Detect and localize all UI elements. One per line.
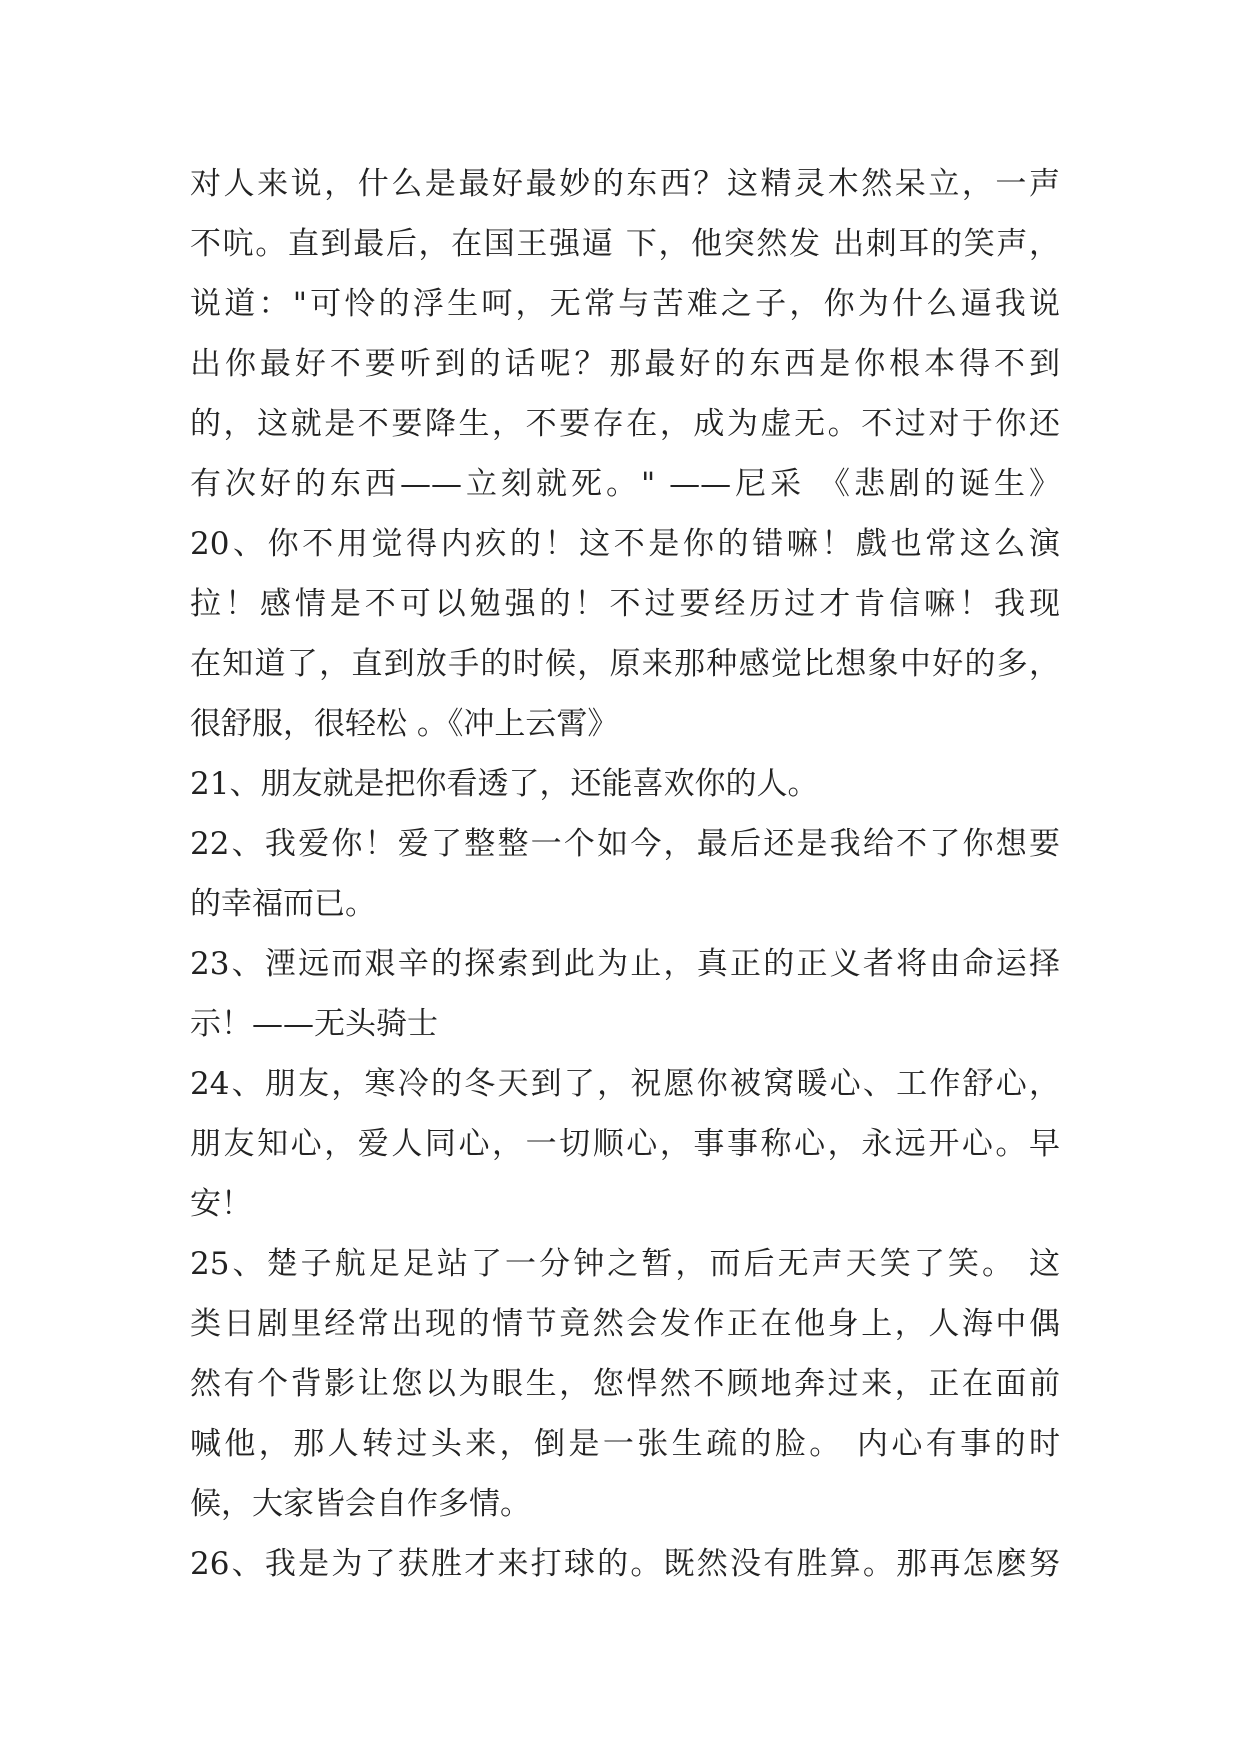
text-line: 不吭。直到最后，在国王强逼 下，他突然发 出刺耳的笑声， xyxy=(190,226,1060,262)
text-line: 的，这就是不要降生，不要存在，成为虚无。不过对于你还 xyxy=(190,406,1060,442)
text-line: 安！ xyxy=(190,1186,252,1222)
text-line: 出你最好不要听到的话呢？那最好的东西是你根本得不到 xyxy=(190,346,1060,382)
text-line: 说道："可怜的浮生呵，无常与苦难之子，你为什么逼我说 xyxy=(190,286,1060,322)
text-line: 示！——无头骑士 xyxy=(190,1006,438,1042)
text-line: 拉！感情是不可以勉强的！不过要经历过才肯信嘛！我现 xyxy=(190,586,1060,622)
text-line: 有次好的东西——立刻就死。" ——尼采 《悲剧的诞生》 xyxy=(190,466,1060,502)
list-item-23-line-1: 23、湮远而艰辛的探索到此为止，真正的正义者将由命运择 xyxy=(190,946,1060,982)
text-line: 在知道了，直到放手的时候，原来那种感觉比想象中好的多， xyxy=(190,646,1060,682)
list-item-20-line-1: 20、你不用觉得内疚的！这不是你的错嘛！戲也常这么演 xyxy=(190,526,1060,562)
list-item-22-line-1: 22、我爱你！爱了整整一个如今，最后还是我给不了你想要 xyxy=(190,826,1060,862)
text-line: 朋友知心，爱人同心，一切顺心，事事称心，永远开心。早 xyxy=(190,1126,1060,1162)
text-line: 很舒服，很轻松 。《冲上云霄》 xyxy=(190,706,619,742)
list-item-25-line-1: 25、楚子航足足站了一分钟之暂，而后无声天笑了笑。 这 xyxy=(190,1246,1060,1282)
text-line: 对人来说，什么是最好最妙的东西？这精灵木然呆立，一声 xyxy=(190,166,1060,202)
text-line: 类日剧里经常出现的情节竟然会发作正在他身上，人海中偶 xyxy=(190,1306,1060,1342)
text-line: 候，大家皆会自作多情。 xyxy=(190,1486,531,1522)
text-line: 的幸福而已。 xyxy=(190,886,376,922)
list-item-26-line-1: 26、我是为了获胜才来打球的。既然没有胜算。那再怎麽努 xyxy=(190,1546,1060,1582)
list-item-24-line-1: 24、朋友，寒冷的冬天到了，祝愿你被窝暖心、工作舒心， xyxy=(190,1066,1060,1102)
text-line: 喊他，那人转过头来，倒是一张生疏的脸。 内心有事的时 xyxy=(190,1426,1060,1462)
text-line: 然有个背影让您以为眼生，您悍然不顾地奔过来，正在面前 xyxy=(190,1366,1060,1402)
list-item-21-line-1: 21、朋友就是把你看透了，还能喜欢你的人。 xyxy=(190,766,819,802)
